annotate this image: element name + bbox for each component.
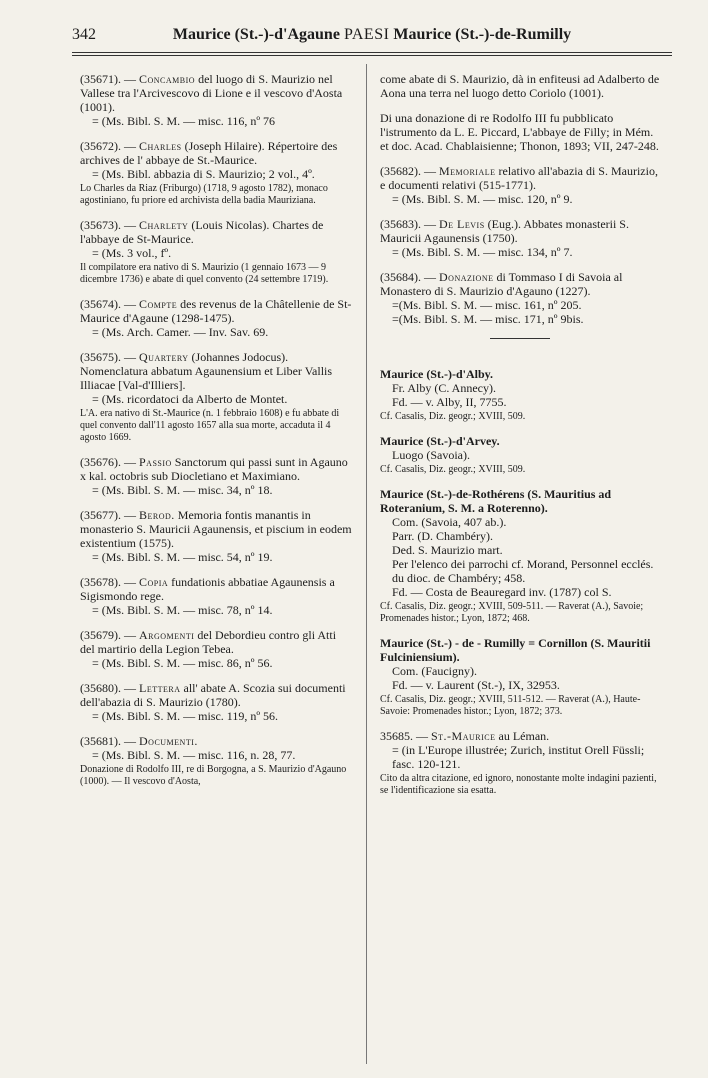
place-line: Fd. — v. Laurent (St.-), IX, 32953. — [392, 678, 560, 692]
place-line: Ded. S. Maurizio mart. — [392, 543, 503, 557]
entry-body: (35673). — Charlety (Louis Nicolas). Chartes de l'abbaye de St-Maurice. — [80, 218, 324, 246]
catalog-entry — [80, 455, 352, 497]
entry-text: (Eug.). Abbates monasterii S. Mauricii Agaunensis (1750). — [380, 217, 629, 245]
header-rule-top — [72, 52, 672, 53]
running-title — [72, 26, 672, 44]
entry-author: Compte — [139, 297, 178, 311]
place-name: Maurice (St.-)-d'Alby. — [380, 367, 493, 381]
entry-id: (35672). — [80, 139, 121, 153]
entry-note: Il compilatore era nativo di S. Maurizio (1 gennaio 1673 — 9 dicembre 1736) e abate di quel convento (24 settembre 1719). — [80, 262, 329, 285]
right-running-title: Maurice (St.-)-de-Rumilly — [393, 26, 572, 43]
entry-body: (35680). — Lettera all' abate A. Scozia sui documenti dell'abazia di S. Maurizio (1780). — [80, 681, 346, 709]
entry-id: (35675). — [80, 350, 121, 364]
entry-author: Donazione — [439, 270, 494, 284]
entry-body: (35682). — Memoriale relativo all'abazia di S. Maurizio, e documenti relativi (515-1771). — [380, 164, 658, 192]
entry-reference: = (Ms. Bibl. abbazia di S. Maurizio; 2 vol., 4º. — [92, 167, 315, 181]
entry-note: Donazione di Rodolfo III, re di Borgogna, a S. Maurizio d'Agauno (1000). — Il vescovo d'Aosta, — [80, 764, 347, 787]
entry-id: (35680). — [80, 681, 121, 695]
place-entry — [380, 487, 660, 625]
catalog-entry — [380, 729, 660, 797]
entry-id: (35677). — [80, 508, 121, 522]
entry-reference: = (Ms. Bibl. S. M. — misc. 34, nº 18. — [92, 483, 273, 497]
catalog-entry — [380, 217, 660, 259]
entry-text: au Léman. — [498, 729, 550, 743]
entry-note: Lo Charles da Riaz (Friburgo) (1718, 9 agosto 1782), monaco agostiniano, fu priore ed archivista della badia Mauriziana. — [80, 183, 328, 206]
entry-id: (35684). — [380, 270, 421, 284]
entry-author: Berod. — [139, 508, 175, 522]
place-line: Luogo (Savoia). — [392, 448, 470, 462]
place-cf: Cf. Casalis, Diz. geogr.; XVIII, 509. — [380, 411, 526, 422]
entry-author: De Levis — [439, 217, 485, 231]
entry-id: 35685. — [380, 729, 413, 743]
entry-id: (35682). — [380, 164, 421, 178]
catalog-entry — [80, 350, 352, 444]
page-number: 342 — [72, 26, 96, 43]
entry-author: Charles — [139, 139, 182, 153]
entry-author: Lettera — [139, 681, 181, 695]
entry-body: (35683). — De Levis (Eug.). Abbates monasterii S. Mauricii Agaunensis (1750). — [380, 217, 629, 245]
entry-reference: = (Ms. Bibl. S. M. — misc. 116, nº 76 — [92, 114, 276, 128]
place-entry — [380, 434, 660, 476]
entry-author: Passio — [139, 455, 172, 469]
place-cf: Cf. Casalis, Diz. geogr.; XVIII, 509. — [380, 464, 526, 475]
place-line: Fd. — Costa de Beauregard inv. (1787) col S. — [392, 585, 612, 599]
catalog-entry — [80, 297, 352, 339]
entry-body: (35674). — Compte des revenus de la Châtellenie de St-Maurice d'Agaune (1298-1475). — [80, 297, 352, 325]
catalog-entry — [80, 575, 352, 617]
place-name: Maurice (St.-)-de-Rothérens (S. Mauritius ad Roteranium, S. M. a Roterenno). — [380, 487, 612, 515]
entry-text: Memoria fontis manantis in monasterio S. Mauricii Agaunensis, et piscium in eodem existentium (1575). — [80, 508, 352, 550]
place-name: Maurice (St.-)-d'Arvey. — [380, 434, 500, 448]
left-running-title: Maurice (St.-)-d'Agaune — [172, 26, 340, 43]
entry-reference: = (in L'Europe illustrée; Zurich, institut Orell Füssli; fasc. 120-121. — [392, 743, 645, 771]
place-line: Fr. Alby (C. Annecy). — [392, 381, 496, 395]
entry-note: L'A. era nativo di St.-Maurice (n. 1 febbraio 1608) e fu abbate di quel convento dall'11 agosto 1657 alla sua morte, accaduta il 4 agosto 1669. — [80, 408, 340, 443]
place-line: Com. (Faucigny). — [392, 664, 477, 678]
entry-reference: = (Ms. Arch. Camer. — Inv. Sav. 69. — [92, 325, 269, 339]
entry-id: (35683). — [380, 217, 421, 231]
entry-reference: = (Ms. Bibl. S. M. — misc. 54, nº 19. — [92, 550, 273, 564]
entry-body: (35677). — Berod. Memoria fontis manantis in monasterio S. Mauricii Agaunensis, et piscium in eodem existentium (1575). — [80, 508, 352, 550]
entry-author: St.-Maurice — [431, 729, 496, 743]
place-name: Maurice (St.-) - de - Rumilly = Cornillon (S. Mauritii Fulciniensium). — [380, 636, 651, 664]
catalog-entry — [380, 164, 660, 206]
catalog-entry — [80, 681, 352, 723]
place-entry — [380, 367, 660, 423]
entry-author: Concambio — [139, 72, 196, 86]
entry-reference: = (Ms. 3 vol., fº. — [92, 246, 172, 260]
catalog-entry — [80, 139, 352, 207]
continued-note: Di una donazione di re Rodolfo III fu pubblicato l'istrumento da L. E. Piccard, L'abbaye de Filly; in Mém. et doc. Acad. Chablaisienne; Thonon, 1893; VII, 247-248. — [380, 111, 659, 153]
place-line: Per l'elenco dei parrochi cf. Morand, Personnel ecclés. du dioc. de Chambéry; 458. — [392, 557, 654, 585]
catalog-entry — [80, 218, 352, 286]
entry-author: Memoriale — [439, 164, 496, 178]
column-divider — [366, 64, 367, 1064]
entry-body: (35675). — Quartery (Johannes Jodocus). Nomenclatura abbatum Agaunensium et Liber Vallis Illiacae [Val-d'Illiers]. — [80, 350, 333, 392]
entry-body: (35681). — Documenti. — [80, 734, 198, 748]
entry-id: (35674). — [80, 297, 121, 311]
entry-text: des revenus de la Châtellenie de St-Maurice d'Agaune (1298-1475). — [80, 297, 352, 325]
entry-id: (35678). — [80, 575, 121, 589]
entry-author: Copia — [139, 575, 169, 589]
place-line: Fd. — v. Alby, II, 7755. — [392, 395, 507, 409]
entry-author: Quartery — [139, 350, 189, 364]
right-column — [380, 72, 660, 808]
entry-body: (35678). — Copia fundationis abbatiae Agaunensis a Sigismondo rege. — [80, 575, 335, 603]
catalog-entry — [80, 72, 352, 128]
left-column — [80, 72, 352, 799]
entry-body: (35684). — Donazione di Tommaso I di Savoia al Monastero di S. Maurizio d'Agauno (1227). — [380, 270, 623, 298]
country-label: PAESI — [343, 26, 390, 43]
place-cf: Cf. Casalis, Diz. geogr.; XVIII, 511-512. — Raverat (A.), Haute-Savoie: Promenades histor.; Lyon, 1872; 373. — [380, 694, 641, 717]
entry-id: (35673). — [80, 218, 121, 232]
page-header — [72, 26, 672, 48]
entry-text: Sanctorum qui passi sunt in Agauno x kal. octobris sub Diocletiano et Maximiano. — [80, 455, 348, 483]
place-line: Com. (Savoia, 407 ab.). — [392, 515, 507, 529]
entry-id: (35676). — [80, 455, 121, 469]
entry-text: fundationis abbatiae Agaunensis a Sigismondo rege. — [80, 575, 335, 603]
entry-text: all' abate A. Scozia sui documenti dell'abazia di S. Maurizio (1780). — [80, 681, 346, 709]
entry-body: (35676). — Passio Sanctorum qui passi sunt in Agauno x kal. octobris sub Diocletiano et Maximiano. — [80, 455, 348, 483]
catalog-entry — [80, 734, 352, 788]
entry-reference: = (Ms. Bibl. S. M. — misc. 116, n. 28, 77. — [92, 748, 296, 762]
entry-reference: = (Ms. Bibl. S. M. — misc. 119, nº 56. — [92, 709, 279, 723]
entry-author: Charlety — [139, 218, 189, 232]
entry-reference: =(Ms. Bibl. S. M. — misc. 161, nº 205. — [392, 298, 582, 312]
place-line: Parr. (D. Chambéry). — [392, 529, 493, 543]
entry-author: Documenti. — [139, 734, 198, 748]
entry-reference: = (Ms. Bibl. S. M. — misc. 120, nº 9. — [392, 192, 573, 206]
place-entry — [380, 636, 660, 718]
entry-text: (Joseph Hilaire). Répertoire des archives de l' abbaye de St.-Maurice. — [80, 139, 338, 167]
entry-reference: = (Ms. Bibl. S. M. — misc. 78, nº 14. — [92, 603, 273, 617]
entry-body: 35685. — St.-Maurice au Léman. — [380, 729, 550, 743]
catalog-entry — [380, 270, 660, 326]
entry-reference: =(Ms. Bibl. S. M. — misc. 171, nº 9bis. — [392, 312, 584, 326]
entry-reference: = (Ms. ricordatoci da Alberto de Montet. — [92, 392, 288, 406]
section-rule — [490, 338, 550, 339]
entry-text: (Johannes Jodocus). Nomenclatura abbatum Agaunensium et Liber Vallis Illiacae [Val-d'Illiers]. — [80, 350, 333, 392]
entry-text: del Debordieu contro gli Atti del martirio della Legion Tebea. — [80, 628, 337, 656]
entry-text: relativo all'abazia di S. Maurizio, e documenti relativi (515-1771). — [380, 164, 658, 192]
entry-id: (35681). — [80, 734, 121, 748]
catalog-entry — [80, 508, 352, 564]
entry-id: (35679). — [80, 628, 121, 642]
header-rule-bottom — [72, 55, 672, 56]
entry-id: (35671). — [80, 72, 121, 86]
entry-body: (35672). — Charles (Joseph Hilaire). Répertoire des archives de l' abbaye de St.-Maurice. — [80, 139, 338, 167]
catalog-entry — [80, 628, 352, 670]
entry-reference: = (Ms. Bibl. S. M. — misc. 134, nº 7. — [392, 245, 573, 259]
place-cf: Cf. Casalis, Diz. geogr.; XVIII, 509-511. — Raverat (A.), Savoie; Promenades histor.; Lyon, 1872; 468. — [380, 601, 644, 624]
entry-body: (35679). — Argomenti del Debordieu contro gli Atti del martirio della Legion Tebea. — [80, 628, 337, 656]
continued-text: come abate di S. Maurizio, dà in enfiteusi ad Adalberto de Aona una terra nel luogo detto Coriolo (1001). — [380, 72, 660, 100]
entry-text: di Tommaso I di Savoia al Monastero di S. Maurizio d'Agauno (1227). — [380, 270, 623, 298]
entry-text: (Louis Nicolas). Chartes de l'abbaye de St-Maurice. — [80, 218, 324, 246]
entry-author: Argomenti — [139, 628, 195, 642]
entry-text: del luogo di S. Maurizio nel Vallese tra l'Arcivescovo di Lione e il vescovo d'Aosta (1001). — [80, 72, 343, 114]
entry-body: (35671). — Concambio del luogo di S. Maurizio nel Vallese tra l'Arcivescovo di Lione e il vescovo d'Aosta (1001). — [80, 72, 343, 114]
entry-note: Cito da altra citazione, ed ignoro, nonostante molte indagini pazienti, se l'identificazione sia esatta. — [380, 773, 657, 796]
entry-reference: = (Ms. Bibl. S. M. — misc. 86, nº 56. — [92, 656, 273, 670]
